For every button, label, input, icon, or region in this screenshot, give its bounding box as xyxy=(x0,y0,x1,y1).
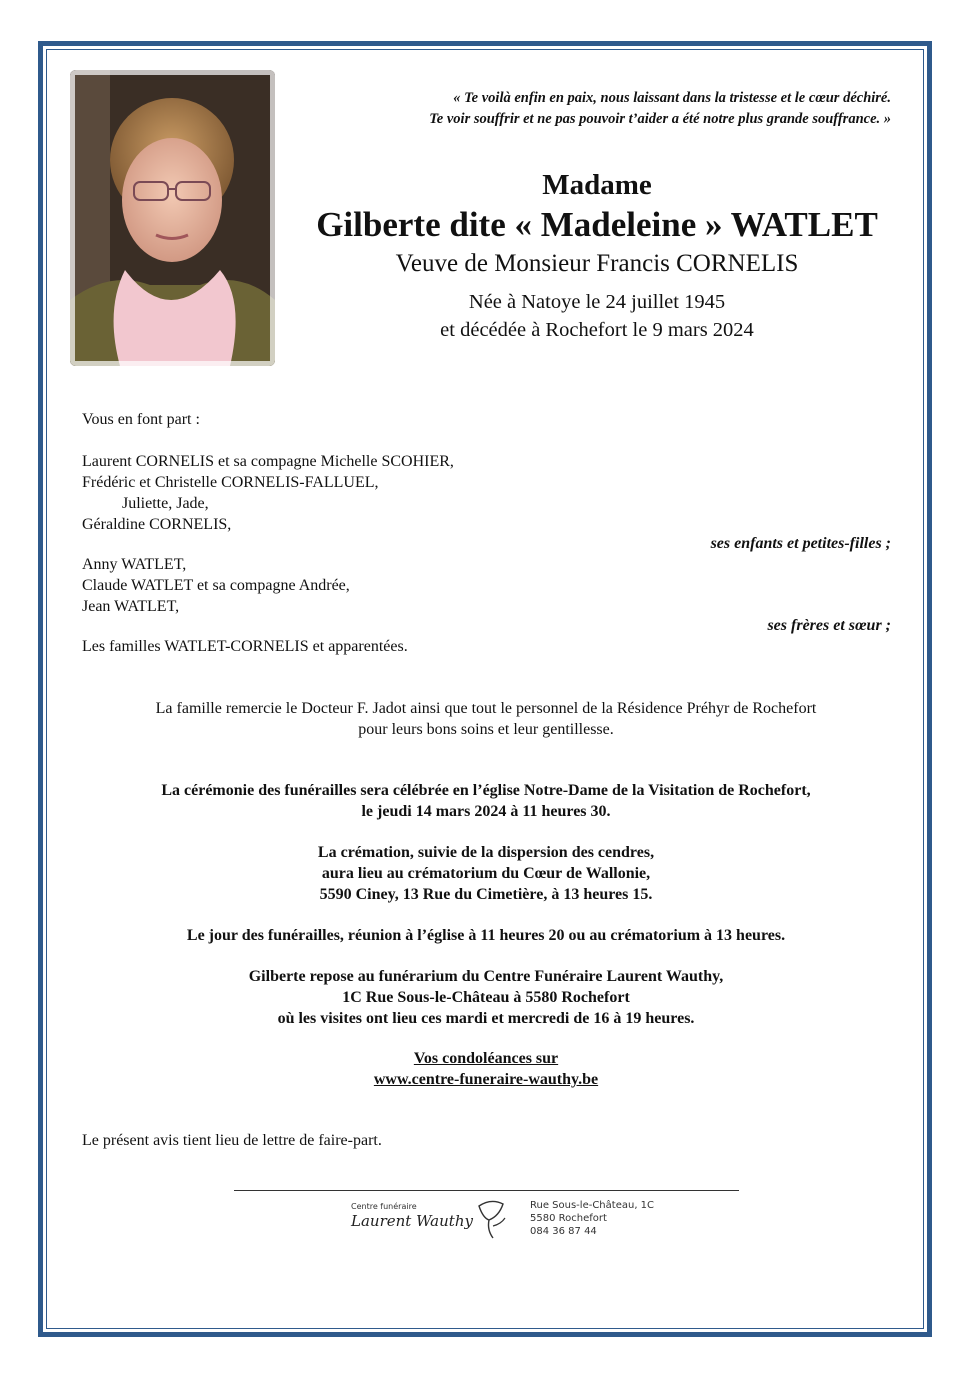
family-line: Géraldine CORNELIS, xyxy=(82,516,232,533)
family-line: Frédéric et Christelle CORNELIS-FALLUEL, xyxy=(82,474,379,491)
funeral-home-logo xyxy=(345,1196,655,1242)
families-line: Les familles WATLET-CORNELIS et apparentées. xyxy=(82,638,408,655)
logo-name: Laurent Wauthy xyxy=(351,1212,473,1230)
rest-paragraph xyxy=(82,966,890,1029)
relation-children: ses enfants et petites-filles ; xyxy=(710,535,891,552)
footer-divider xyxy=(234,1190,739,1191)
deceased-name: Gilberte dite « Madeleine » WATLET xyxy=(316,205,878,244)
family-line: Laurent CORNELIS et sa compagne Michelle SCOHIER, xyxy=(82,453,454,470)
rest-line: où les visites ont lieu ces mardi et mercredi de 16 à 19 heures. xyxy=(277,1010,695,1027)
honorific: Madame xyxy=(542,169,652,201)
cremation-line: aura lieu au crématorium du Cœur de Wallonie, xyxy=(321,865,651,882)
announce-intro: Vous en font part : xyxy=(82,411,200,428)
cremation-line: La crémation, suivie de la dispersion des cendres, xyxy=(317,844,655,861)
cremation-paragraph xyxy=(82,842,890,905)
meeting-paragraph xyxy=(82,925,890,946)
address-line: 5580 Rochefort xyxy=(530,1213,607,1224)
meeting-line: Le jour des funérailles, réunion à l’église à 11 heures 20 ou au crématorium à 13 heures. xyxy=(186,927,786,944)
phone-number: 084 36 87 44 xyxy=(530,1226,597,1237)
condolences-label: Vos condoléances sur xyxy=(413,1050,559,1067)
cremation-line: 5590 Ciney, 13 Rue du Cimetière, à 13 heures 15. xyxy=(319,886,653,903)
closing-line: Le présent avis tient lieu de lettre de faire-part. xyxy=(82,1132,382,1149)
death-line: et décédée à Rochefort le 9 mars 2024 xyxy=(440,319,754,341)
thanks-paragraph xyxy=(82,698,890,740)
ceremony-paragraph xyxy=(82,780,890,822)
thanks-line: La famille remercie le Docteur F. Jadot ainsi que tout le personnel de la Résidence Préhyr de Rochefort xyxy=(155,700,817,717)
ceremony-line: le jeudi 14 mars 2024 à 11 heures 30. xyxy=(361,803,611,820)
ceremony-line: La cérémonie des funérailles sera célébrée en l’église Notre-Dame de la Visitation de Rochefort, xyxy=(161,782,811,799)
family-line: Anny WATLET, xyxy=(82,556,187,573)
deceased-header xyxy=(298,166,896,344)
rest-line: Gilberte repose au funérarium du Centre Funéraire Laurent Wauthy, xyxy=(248,968,724,985)
quote-line: Te voir souffrir et ne pas pouvoir t’aider a été notre plus grande souffrance. » xyxy=(429,111,891,127)
footer-address xyxy=(530,1199,654,1238)
condolences-link[interactable]: www.centre-funeraire-wauthy.be xyxy=(373,1071,599,1088)
widow-of: Veuve de Monsieur Francis CORNELIS xyxy=(395,250,799,277)
family-group-siblings xyxy=(82,554,350,617)
family-group-children xyxy=(82,451,454,535)
family-line: Juliette, Jade, xyxy=(122,495,209,512)
family-line: Jean WATLET, xyxy=(82,598,180,615)
logo-caption: Centre funéraire xyxy=(351,1202,417,1211)
portrait-photo xyxy=(70,70,275,366)
life-dates xyxy=(298,288,896,344)
thanks-line: pour leurs bons soins et leur gentillesse. xyxy=(358,721,614,738)
epigraph-quote xyxy=(331,88,891,130)
birth-line: Née à Natoye le 24 juillet 1945 xyxy=(468,291,726,313)
condolences-block xyxy=(82,1048,890,1090)
calla-lily-icon xyxy=(473,1198,509,1240)
quote-line: « Te voilà enfin en paix, nous laissant dans la tristesse et le cœur déchiré. xyxy=(453,90,891,106)
family-line: Claude WATLET et sa compagne Andrée, xyxy=(82,577,350,594)
relation-siblings: ses frères et sœur ; xyxy=(767,617,891,634)
rest-line: 1C Rue Sous-le-Château à 5580 Rochefort xyxy=(342,989,630,1006)
address-line: Rue Sous-le-Château, 1C xyxy=(530,1200,655,1211)
